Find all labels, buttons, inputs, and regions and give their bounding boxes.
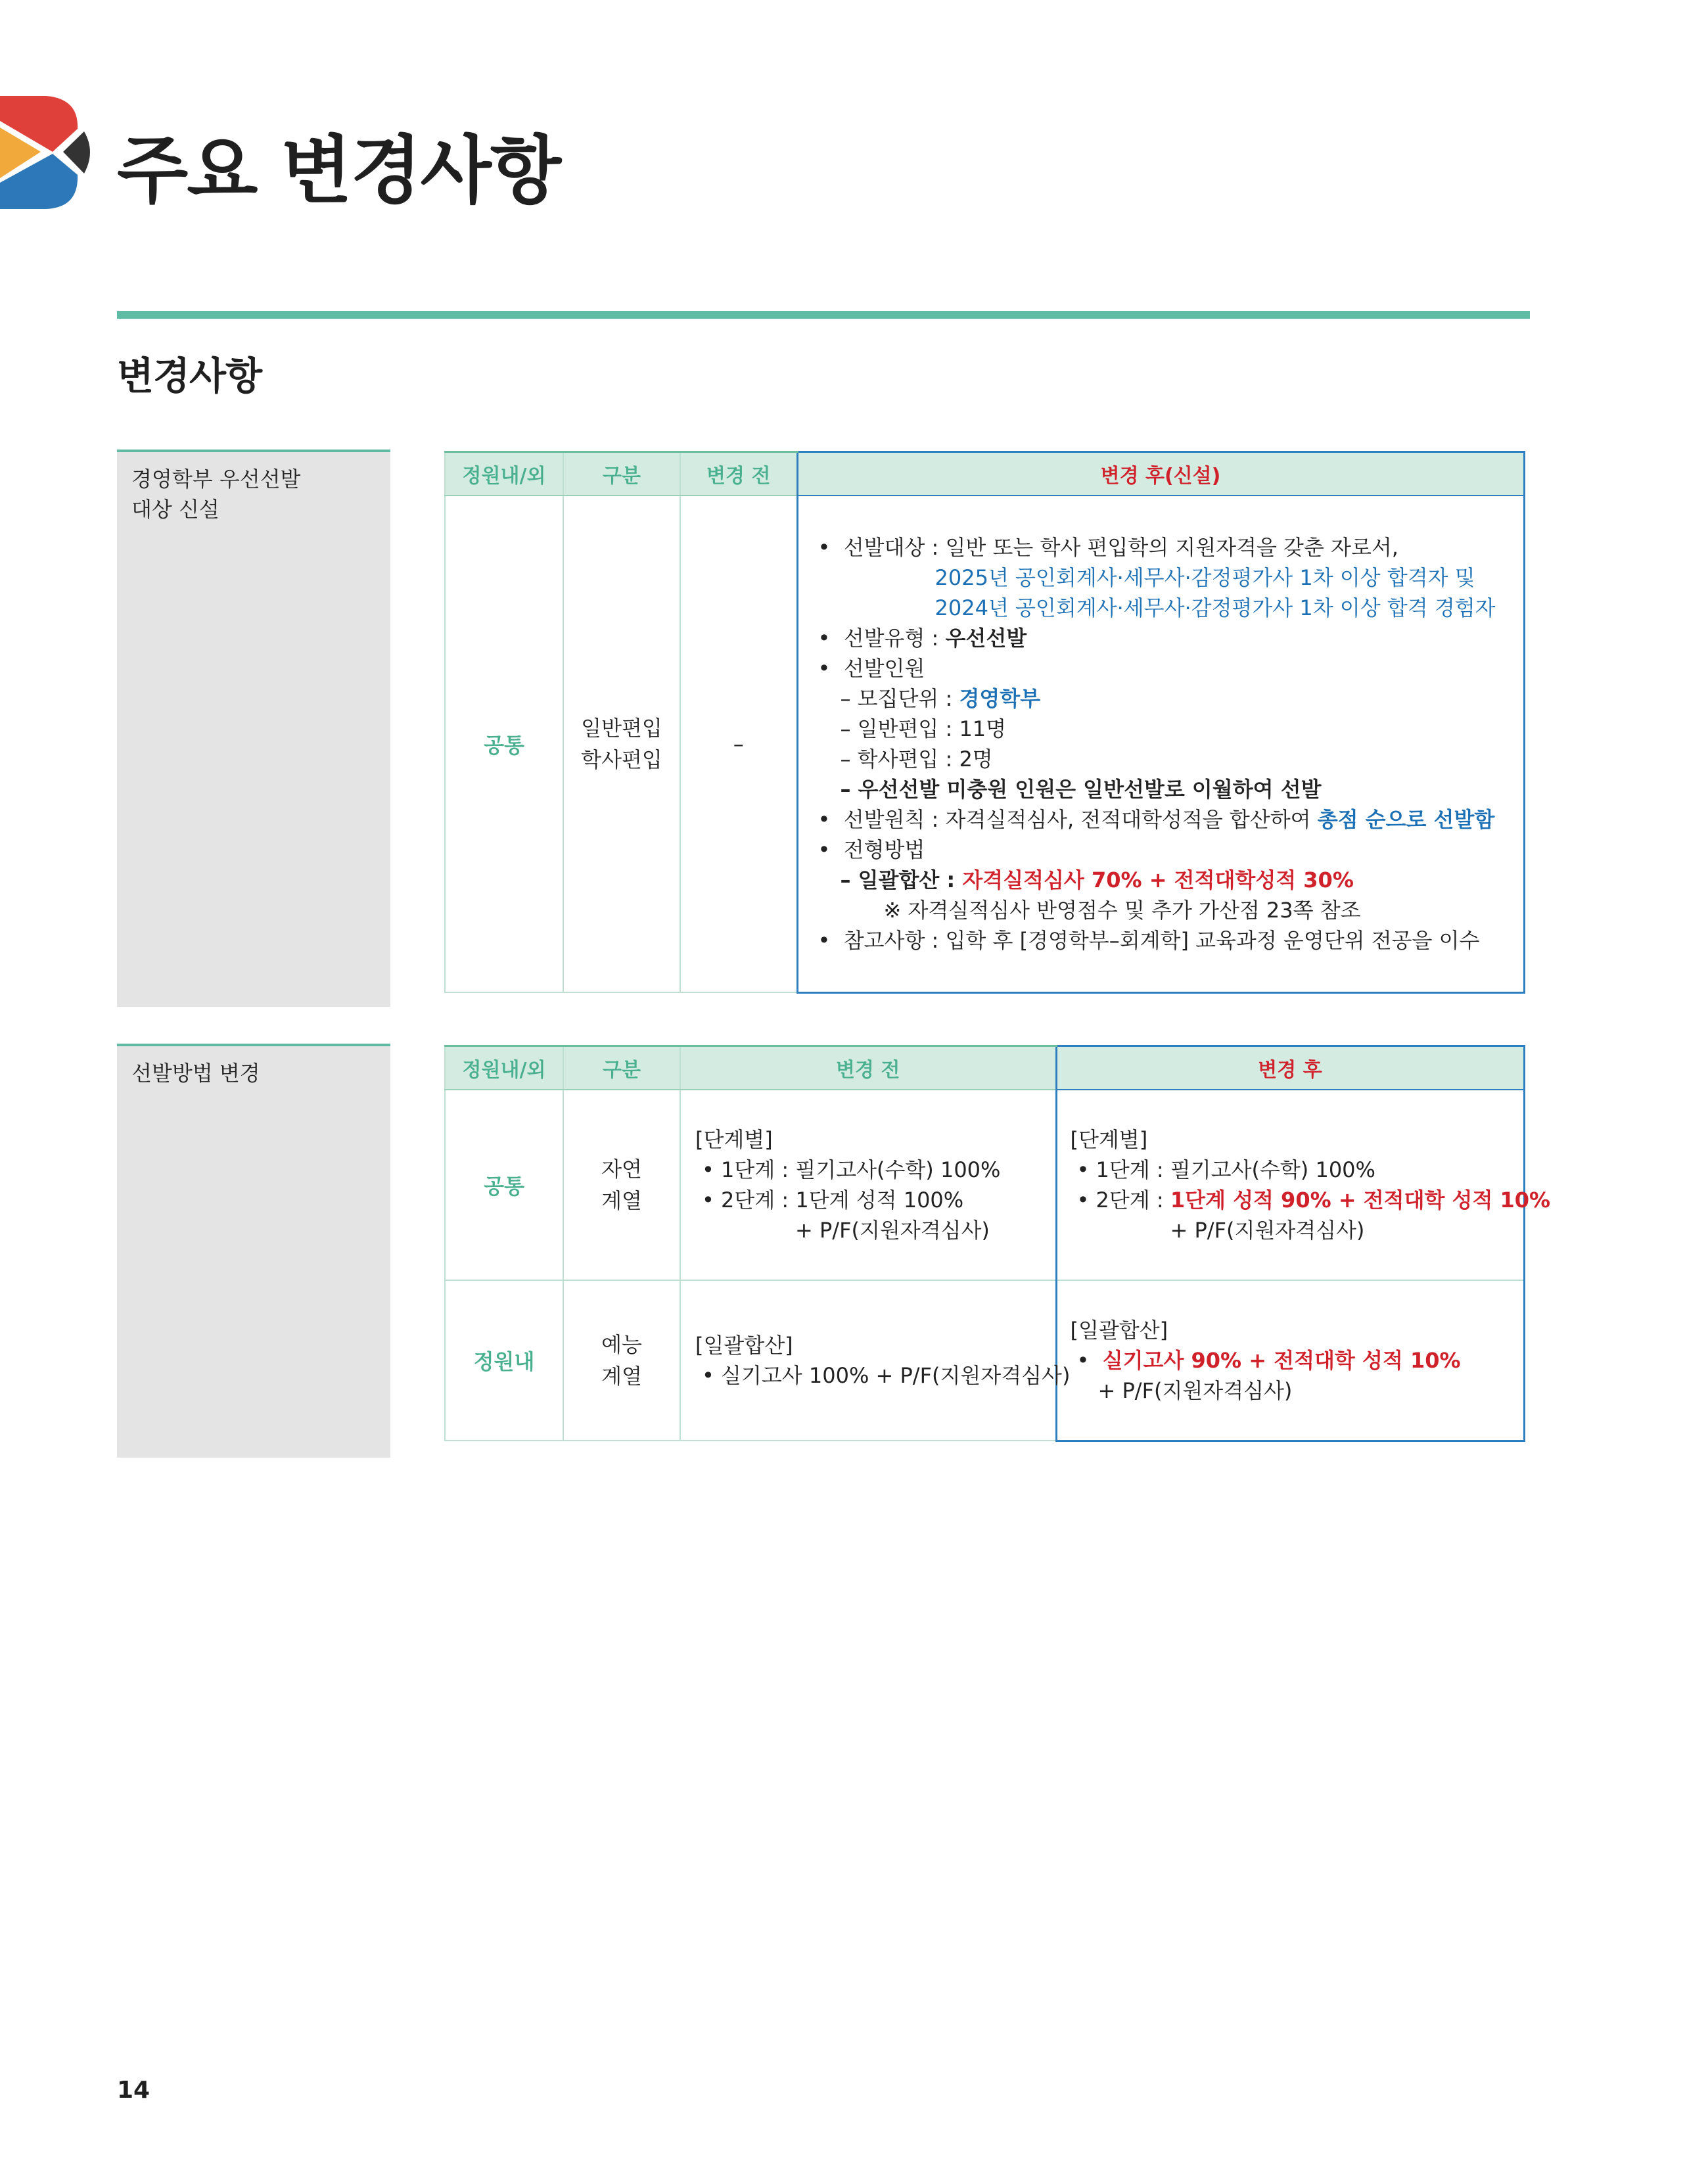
side-label-line2: 대상 신설 (131, 497, 219, 522)
after-pf: + P/F(지원자격심사) (1170, 1218, 1365, 1243)
change-table-selection-method (444, 1045, 1551, 1442)
cell-before: – (680, 496, 797, 992)
before-step2: • 2단계 : 1단계 성적 100% (702, 1188, 964, 1213)
reference-note: 참고사항 : 입학 후 [경영학부–회계학] 교육과정 운영단위 전공을 이수 (843, 927, 1480, 953)
step2-label: • 2단계 : (1076, 1188, 1170, 1213)
cell-after (1056, 1280, 1524, 1441)
header-category: 구분 (563, 1046, 680, 1090)
after-step1: • 1단계 : 필기고사(수학) 100% (1076, 1157, 1375, 1182)
after-head: [단계별] (1070, 1127, 1148, 1152)
header-after: 변경 후 (1056, 1046, 1524, 1090)
after-line (818, 683, 1523, 714)
category-line: 학사편입 (581, 747, 662, 772)
method-heading: 전형방법 (843, 837, 925, 862)
category-line: 자연 (601, 1157, 642, 1182)
quota-bachelor: – 학사편입 : 2명 (840, 746, 993, 772)
page-number: 14 (117, 2077, 150, 2104)
header-inout: 정원내/외 (445, 452, 563, 496)
after-head: [일괄합산] (1070, 1317, 1168, 1343)
side-label-business-priority (117, 450, 390, 1007)
after-line: • 전형방법 (818, 837, 925, 862)
after-line (1071, 1345, 1523, 1376)
selection-type-value: 우선선발 (945, 625, 1027, 651)
after-line-qualification-2025: 2025년 공인회계사·세무사·감정평가사 1차 이상 합격자 및 (935, 565, 1475, 590)
after-line (818, 865, 1523, 895)
quota-heading: 선발인원 (843, 655, 925, 681)
cell-category (563, 1090, 680, 1280)
table-row (445, 1280, 1524, 1441)
before-head: [단계별] (695, 1127, 773, 1152)
bullet: • (818, 534, 831, 560)
after-step2 (1071, 1185, 1551, 1215)
practical-value: 실기고사 90% + 전적대학 성적 10% (1102, 1347, 1461, 1373)
cell-after (797, 496, 1524, 992)
after-line: • 참고사항 : 입학 후 [경영학부–회계학] 교육과정 운영단위 전공을 이수 (818, 927, 1480, 953)
after-line: • 선발유형 : 우선선발 (818, 625, 1027, 651)
method-label: – 일괄합산 : (840, 867, 963, 892)
header-inout: 정원내/외 (445, 1046, 563, 1090)
category-line: 계열 (601, 1364, 642, 1389)
after-line: • 선발인원 (818, 655, 925, 681)
method-note: ※ 자격실적심사 반영점수 및 추가 가산점 23쪽 참조 (883, 897, 1361, 923)
header-before: 변경 전 (680, 452, 797, 496)
change-table-business-priority (444, 451, 1525, 994)
quota-carryover: – 우선선발 미충원 인원은 일반선발로 이월하여 선발 (840, 776, 1322, 802)
before-pf: + P/F(지원자격심사) (795, 1218, 990, 1243)
principle-label: 선발원칙 : 자격실적심사, 전적대학성적을 합산하여 (843, 806, 1318, 832)
section-title: 변경사항 (117, 354, 262, 398)
university-logo-icon (0, 89, 99, 214)
quota-general: – 일반편입 : 11명 (840, 716, 1007, 741)
side-label-line1: 경영학부 우선선발 (131, 467, 301, 492)
principle-value: 총점 순으로 선발함 (1317, 806, 1495, 832)
method-value: 자격실적심사 70% + 전적대학성적 30% (962, 867, 1354, 892)
after-line (818, 532, 1523, 563)
cell-category (563, 1280, 680, 1441)
selection-type-label: 선발유형 : (843, 625, 946, 651)
cell-before (680, 1090, 1056, 1280)
page-title: 주요 변경사항 (117, 128, 561, 214)
before-line: • 실기고사 100% + P/F(지원자격심사) (702, 1363, 1071, 1388)
unit-label: – 모집단위 : (840, 685, 959, 711)
before-head: [일괄합산] (695, 1333, 793, 1358)
section-divider (117, 311, 1530, 319)
side-label-selection-method (117, 1044, 390, 1458)
after-line: • 선발원칙 : 자격실적심사, 전적대학성적을 합산하여 총점 순으로 선발함 (818, 806, 1495, 832)
header-after: 변경 후(신설) (797, 452, 1524, 496)
category-line: 일반편입 (581, 716, 662, 741)
cell-inout: 공통 (445, 496, 563, 992)
table-row (445, 1090, 1524, 1280)
header-category: 구분 (563, 452, 680, 496)
cell-before (680, 1280, 1071, 1441)
cell-inout: 정원내 (445, 1280, 563, 1441)
before-step1: • 1단계 : 필기고사(수학) 100% (702, 1157, 1001, 1182)
after-line-qualification-2024: 2024년 공인회계사·세무사·감정평가사 1차 이상 합격 경험자 (935, 595, 1496, 620)
category-line: 예능 (601, 1332, 642, 1357)
cell-category (563, 496, 680, 992)
selection-target: 선발대상 : 일반 또는 학사 편입학의 지원자격을 갖춘 자로서, (843, 534, 1398, 560)
after-pf: + P/F(지원자격심사) (1097, 1377, 1293, 1403)
header-before: 변경 전 (680, 1046, 1056, 1090)
unit-value: 경영학부 (959, 685, 1041, 711)
cell-after (1056, 1090, 1551, 1280)
step2-value: 1단계 성적 90% + 전적대학 성적 10% (1170, 1188, 1551, 1213)
side-label-text: 선발방법 변경 (131, 1061, 260, 1086)
bullet: • (1076, 1347, 1090, 1373)
category-line: 계열 (601, 1188, 642, 1213)
cell-inout: 공통 (445, 1090, 563, 1280)
